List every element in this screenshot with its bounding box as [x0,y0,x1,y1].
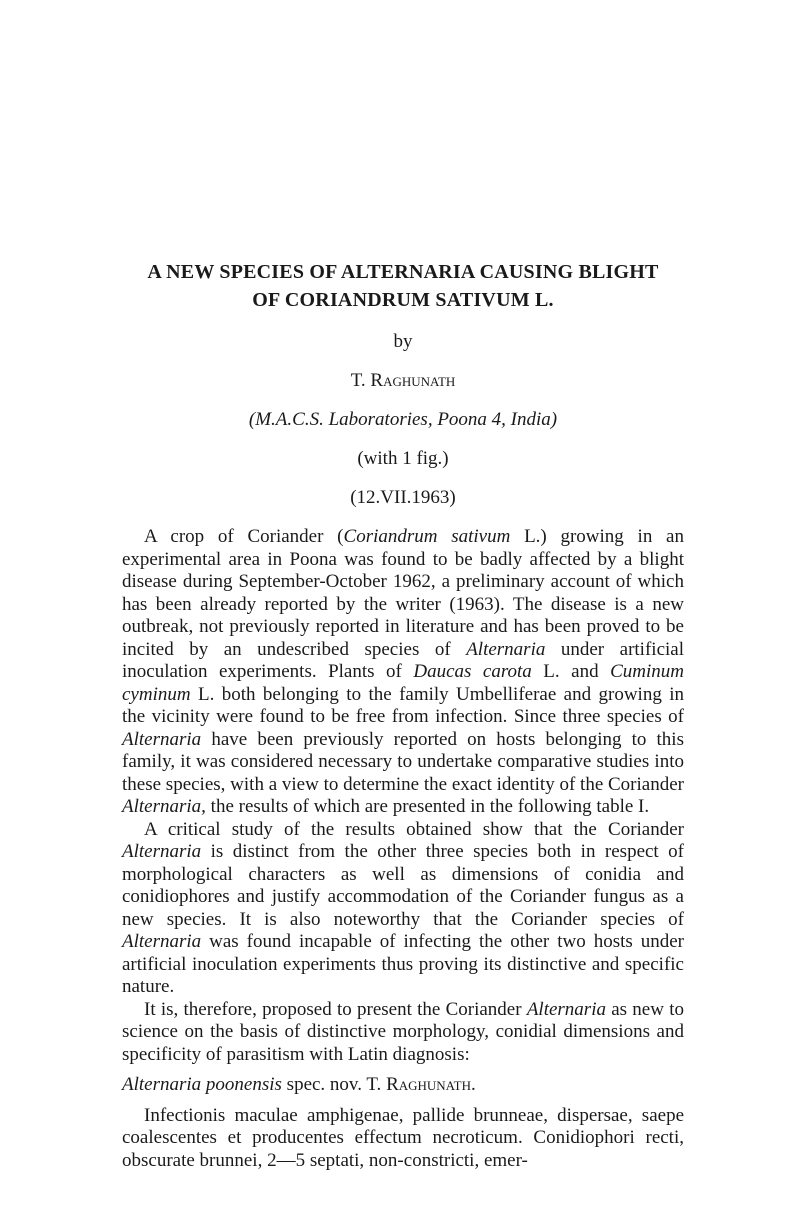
p3-text-c: as new to science on the basis of distinctive morphology, conidial dimensions and specificity of parasitism with Latin diagnosis: [122,998,684,1065]
species-heading [122,1074,684,1097]
paper-page [122,258,684,1172]
p2-italic-d: Alternaria [122,931,202,952]
author-affiliation: (M.A.C.S. Laboratories, Poona 4, India) [248,409,558,430]
p1-text-i: L. both belonging to the family Umbelliferae and growing in the vicinity were found to be free from infection. Since three species of [122,683,684,727]
paragraph-proposal [122,999,684,1067]
by-line: by [393,331,413,352]
p1-text-c: L.) growing in an experimental area in Poona was found to be badly affected by a blight disease during September-October 1962, a preliminary account of which has been already reported by the writer (1963). The disease is a new outbreak, not previously reported in literature and has been proved to be incited by an undescribed species of [122,526,684,660]
p1-text-g: L. and [531,661,611,682]
paragraph-introduction [122,526,684,819]
paper-title [122,258,684,314]
title-line-1: A NEW SPECIES OF ALTERNARIA CAUSING BLIGHT [147,261,659,283]
species-author: Raghunath. [386,1074,476,1095]
p1-text-e: under artificial inoculation experiments. Plants of [122,638,684,682]
species-designation: spec. nov. T. [281,1074,387,1095]
p2-text-e: was found incapable of infecting the other two hosts under artificial inoculation experiments thus proving its distinctive and specific nature. [122,931,684,997]
p2-text-a: A critical study of the results obtained show that the Coriander [144,818,684,840]
p1-text-m: the results of which are presented in the following table I. [205,796,650,817]
p1-italic-h: Cuminum cyminum [122,661,684,705]
p1-text-k: have been previously reported on hosts belonging to this family, it was considered necessary to undertake comparative studies into these species, with a view to determine the exact identity of the Coriander [122,728,684,795]
p1-italic-j: Alternaria [122,728,202,750]
p1-italic-b: Coriandrum sativum [343,526,511,547]
p2-italic-b: Alternaria [122,841,202,862]
paragraph-critical-study [122,819,684,999]
title-line-2: OF CORIANDRUM SATIVUM L. [252,289,554,311]
p1-italic-l: Alternaria, [122,796,206,817]
p1-italic-d: Alternaria [466,638,546,660]
p1-text-a: A crop of Coriander ( [144,526,344,547]
paragraph-latin-diagnosis: Infectionis maculae amphigenae, pallide brunneae, dispersae, saepe coalescentes et producentes effectum necroticum. Conidiophori recti, obscurate brunnei, 2—5 septati, non-constricti, emer- [122,1104,684,1171]
p3-italic-b: Alternaria [526,998,606,1020]
p1-italic-f: Daucas carota [413,661,532,682]
p3-text-a: It is, therefore, proposed to present the Coriander [144,998,527,1020]
received-date: (12.VII.1963) [350,487,456,508]
figure-note: (with 1 fig.) [357,448,449,469]
species-name: Alternaria poonensis [122,1074,282,1095]
p2-text-c: is distinct from the other three species both in respect of morphological characters as well as dimensions of conidia and conidiophores and justify accommodation of the Coriander fungus as a new species. It is also noteworthy that the Coriander species of [122,841,684,930]
author-name: T. Raghunath [350,370,456,391]
